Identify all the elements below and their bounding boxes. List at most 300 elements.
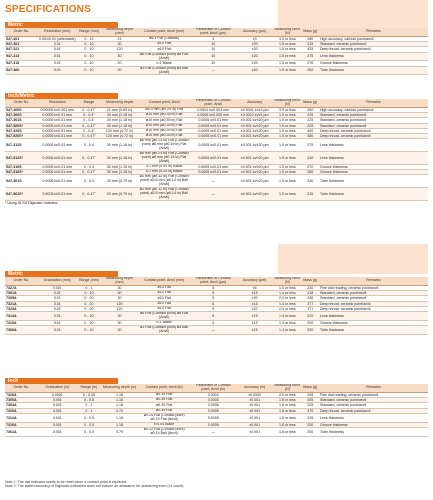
table-cell: ø6.3 Flat (Carbide): [138, 37, 190, 42]
table-cell: ø10 Flat: [138, 306, 190, 311]
table-cell: 0 - 0.05: [77, 393, 101, 398]
table-row: [5, 312, 428, 321]
table-cell: ø10 Flat: [138, 286, 190, 291]
table-cell: 21 mm (0.83 in): [101, 108, 138, 113]
table-cell: t=0.04 Blade: [138, 422, 190, 427]
remarks-cell: Fine dial reading, ceramic point/anvil: [319, 286, 428, 291]
table-cell: 0.0005 in/0.01 mm: [38, 187, 77, 200]
table-cell: 1.8 or less: [273, 427, 301, 436]
table-cell: 215: [302, 187, 319, 200]
table-cell: 0 - 0.4: [77, 139, 101, 152]
column-header: Parallelism of Contact point, Anvil (µm): [190, 28, 236, 37]
table-cell: 0 - 0.4": [77, 113, 101, 118]
table-cell: 20: [101, 61, 138, 66]
table-cell: ø0.39 Flat: [138, 393, 190, 398]
order-number: 547-312S: [5, 139, 38, 152]
table-cell: 250: [302, 66, 319, 75]
table-cell: 0.0005: [190, 413, 236, 422]
order-number: 547-315: [5, 61, 38, 66]
table-cell: 0.0005 in/0.01 mm: [190, 134, 236, 139]
table-cell: ø10 Flat: [138, 42, 190, 47]
table-cell: ±0.001 in/±20 µm: [236, 164, 273, 169]
table-cell: ±0.001: [236, 422, 273, 427]
column-header: Accuracy (µm): [236, 277, 273, 286]
table-cell: 1.8 or less: [273, 403, 301, 408]
table-cell: 1.5 or less: [273, 113, 301, 118]
column-header: Measuring depth (in): [101, 384, 138, 393]
table-cell: 0.01: [38, 326, 77, 335]
table-cell: 205: [302, 398, 319, 403]
table-cell: 0.0005 in/0.01 mm: [38, 164, 77, 169]
remarks-cell: Lens thickness: [319, 151, 428, 164]
table-cell: 1.5 or less: [273, 47, 301, 52]
table-cell: 0 - 0.5: [77, 413, 101, 422]
column-header: Remarks: [319, 99, 428, 108]
table-cell: ø10 mm (ø0.39 in) Flat: [138, 113, 190, 118]
remarks-cell: Deep throat, ceramic point/anvil: [319, 306, 428, 311]
table-cell: 1.5 or less: [273, 123, 301, 128]
order-number: 547-360: [5, 66, 38, 75]
table-cell: 0.0001: [38, 393, 77, 398]
table-row: [5, 108, 428, 113]
order-number: 7321A: [5, 301, 38, 306]
table-cell: 1.18: [101, 422, 138, 427]
table-cell: 120 mm (4.72 in): [101, 134, 138, 139]
table-cell: ±22: [236, 306, 273, 311]
table-cell: 1.8 or less: [273, 413, 301, 422]
column-header: Parallelism of Contact point, Anvil: [190, 99, 236, 108]
table-cell: ±15: [236, 301, 273, 306]
table-cell: 275: [302, 139, 319, 152]
table-cell: 5: [190, 286, 236, 291]
table-cell: 215: [302, 42, 319, 47]
table-cell: ø10 mm (ø0.39 in) Flat: [138, 134, 190, 139]
table-header-row: [5, 28, 428, 37]
table-cell: 10: [190, 52, 236, 61]
table-cell: 240: [302, 151, 319, 164]
table-cell: 20 mm (0.79 in): [101, 187, 138, 200]
table-cell: 30 mm (1.18 in): [101, 169, 138, 174]
order-number: 547-512S*: [5, 151, 38, 164]
table-cell: 30 mm (1.18 in): [101, 139, 138, 152]
order-number: 7304A: [5, 403, 38, 408]
column-header: Resolution: [38, 99, 77, 108]
footnote-1: Note 1: The dial indicator needs to be reset when a contact point is replaced.: [5, 480, 127, 484]
remarks-cell: Deep throat, ceramic point/anvil: [319, 47, 428, 52]
table-cell: ø0.39 Flat: [138, 408, 190, 413]
table-cell: ø6 mm (ø0.24 in) Flat (Contact point) ø8 mm (ø0.19 in) Flat (Anvil): [139, 138, 189, 151]
remarks-cell: Standard, ceramic point/anvil: [319, 42, 428, 47]
table-cell: 1.4 or less: [273, 291, 301, 296]
table-cell: 0.0005 in/0.01 mm: [38, 123, 77, 128]
column-header: Order No.: [5, 384, 38, 393]
table-cell: ø0.24 Flat (Contact point) ø0.19 Flat (Anvil): [138, 413, 190, 422]
order-number: 547-400S: [5, 108, 38, 113]
table-cell: ±15: [236, 326, 273, 335]
table-cell: 225: [302, 113, 319, 118]
column-header: Measuring force (N): [274, 99, 301, 106]
table-cell: 0.0005 in/0.01 mm: [38, 139, 77, 152]
table-cell: t=1 mm (0.04 in) Blade: [138, 164, 190, 169]
section-label: Inch/Metric: [5, 93, 118, 99]
column-header: Measuring depth (mm): [101, 28, 138, 37]
table-cell: 0.0005 in/0.005 mm: [190, 113, 236, 118]
table-cell: 370: [302, 408, 319, 413]
remarks-cell: Tube thickness: [319, 326, 428, 335]
table-cell: ø3 Flat (Contact point) ø5 Ball (Anvil): [138, 326, 190, 335]
table-cell: ±0.001 in/±20 µm: [236, 123, 273, 128]
table-cell: 30: [101, 296, 138, 301]
spec-table: [5, 384, 428, 437]
table-cell: 220: [302, 422, 319, 427]
table-cell: 2.0 or less: [273, 296, 301, 301]
table-cell: 1.18: [101, 413, 138, 422]
section-label: Metric: [5, 22, 118, 28]
column-header: Mass (g): [302, 99, 319, 108]
table-header-row: [5, 99, 428, 108]
remarks-cell: Lens thickness: [319, 413, 428, 422]
table-cell: 1.5 or less: [273, 187, 301, 200]
table-cell: ø10 mm (ø0.39 in) Flat: [138, 128, 190, 133]
order-number: 7327A: [5, 286, 38, 291]
table-cell: 5: [190, 296, 236, 301]
table-cell: 30 mm (1.18 in): [101, 164, 138, 169]
table-cell: 0 - 0.47": [77, 108, 101, 113]
remarks-cell: Standard, ceramic point/anvil: [319, 403, 428, 408]
table-cell: 1.8 or less: [273, 398, 301, 403]
table-cell: 0.001: [38, 413, 77, 422]
order-number: 7313A: [5, 312, 38, 321]
table-cell: 4.72: [101, 408, 138, 413]
table-cell: 0 - 0.4": [77, 128, 101, 133]
spec-section-inch-metric: [5, 93, 428, 206]
table-cell: 0.0005 in/0.01 mm: [38, 118, 77, 123]
table-cell: 0.01: [38, 42, 77, 47]
table-cell: 1.5 or less: [273, 128, 301, 133]
column-header: Resolution (mm): [38, 28, 77, 37]
table-cell: 30: [101, 52, 138, 61]
remarks-cell: Standard, ceramic point/anvil: [319, 291, 428, 296]
table-cell: 0.0005: [190, 398, 236, 403]
table-cell: 1.5 or less: [273, 42, 301, 47]
table-cell: 0 - 0.5: [77, 427, 101, 436]
table-cell: 270: [302, 61, 319, 66]
order-number: 7320A: [5, 408, 38, 413]
order-number: 547-361S: [5, 175, 38, 188]
order-number: 547-313: [5, 52, 38, 61]
table-cell: ø10 Flat: [138, 301, 190, 306]
table-cell: 0 - 1: [77, 408, 101, 413]
table-row: [5, 413, 428, 422]
table-cell: 0.01: [38, 291, 77, 296]
table-cell: ±0.001 in/±20 µm: [236, 175, 273, 188]
table-cell: 1.5 or less: [273, 175, 301, 188]
table-cell: 20: [101, 66, 138, 75]
table-cell: 0 - 0.47": [77, 134, 101, 139]
table-cell: 20: [101, 326, 138, 335]
table-cell: ø10 mm (ø0.39 in) Flat: [138, 123, 190, 128]
table-cell: 1.5 or less: [273, 151, 301, 164]
order-number: 547-320S: [5, 128, 38, 133]
order-number: 7323A: [5, 306, 38, 311]
table-cell: 1.5 or less: [273, 286, 301, 291]
table-cell: 236: [302, 296, 319, 301]
column-header: Contact point, Anvil: [138, 99, 190, 108]
table-cell: 120: [101, 301, 138, 306]
table-row: [5, 123, 428, 128]
table-cell: —: [190, 326, 236, 335]
table-cell: ±0.001 in/±20 µm: [236, 134, 273, 139]
column-header: Order No.: [5, 28, 38, 37]
remarks-cell: Deep throat, ceramic point/anvil: [319, 408, 428, 413]
table-cell: 0.001: [38, 398, 77, 403]
table-cell: 240: [302, 175, 319, 188]
table-cell: 120: [101, 47, 138, 52]
table-row: [5, 151, 428, 164]
table-cell: 2.0 or less: [273, 306, 301, 311]
spec-table: [5, 99, 428, 201]
remarks-cell: Tube thickness: [319, 66, 428, 75]
column-header: Measuring depth (mm): [101, 277, 138, 286]
table-row: [5, 139, 428, 152]
table-cell: 1.5 or less: [273, 139, 301, 152]
table-cell: 0 - 0.47": [77, 187, 101, 200]
order-number: 7326A: [5, 393, 38, 398]
table-cell: ±0.001: [236, 413, 273, 422]
remarks-cell: Groove thickness: [319, 61, 428, 66]
table-cell: 260: [302, 169, 319, 174]
table-cell: 290: [302, 108, 319, 113]
table-cell: 0 - 10: [77, 301, 101, 306]
section-label: Metric: [5, 271, 118, 277]
table-cell: 1.5 or less: [273, 118, 301, 123]
table-cell: 1.8 or less: [273, 408, 301, 413]
table-cell: ø6 mm (ø0.24 in) Flat (Contact point) ø8 mm (ø0.19 in) Flat (Anvil): [139, 151, 189, 163]
column-header: Contact point, Anvil (mm): [138, 28, 190, 37]
table-cell: 0 - 10: [77, 42, 101, 47]
table-row: [5, 427, 428, 436]
footnote-2: Note 2: The stated accuracy of Digimatic indicators does not include an allowance for quantizing error (±1 count).: [5, 484, 185, 489]
table-cell: —: [190, 187, 236, 200]
table-cell: 0 - 0.4": [77, 118, 101, 123]
table-cell: ø10 mm (ø0.39 in) Flat: [138, 118, 190, 123]
table-cell: ±0.001 in/±20 µm: [236, 128, 273, 133]
table-cell: ø3 mm (ø0.12 in) Flat (Contact point) ø3.5 mm (ø0.14 in) Ball (Anvil): [139, 174, 189, 186]
table-cell: 1.5 or less: [273, 66, 301, 75]
table-cell: 0 - 20: [77, 296, 101, 301]
table-cell: ø3 Flat (Contact point) ø5 Ball (Anvil): [138, 66, 190, 75]
table-cell: ±0.001 in/±20 µm: [236, 118, 273, 123]
column-header: Graduation (in): [38, 384, 77, 393]
table-cell: ø6 Flat (Contact point) ø8 Flat (Anvil): [138, 312, 190, 321]
table-cell: 0 - 10: [77, 61, 101, 66]
table-cell: 0.01: [38, 52, 77, 61]
table-cell: 0.01: [38, 296, 77, 301]
table-cell: 30 mm (1.18 in): [101, 113, 138, 118]
remarks-cell: Standard, ceramic point/anvil: [319, 113, 428, 118]
table-cell: 0 - 10: [77, 66, 101, 75]
spec-section-metric-dial: [5, 271, 428, 335]
order-number: 7360A: [5, 326, 38, 335]
column-header: Accuracy: [236, 99, 273, 108]
column-header: Contact point, Anvil (in): [138, 384, 190, 393]
remarks-cell: High accuracy, carbide point/anvil: [319, 108, 428, 113]
table-cell: 0 - 10: [77, 291, 101, 296]
table-cell: ±20: [236, 66, 273, 75]
table-cell: ±5: [236, 286, 273, 291]
remarks-cell: Lens thickness: [319, 139, 428, 152]
table-cell: 0.0005 in/0.01 mm: [38, 113, 77, 118]
table-cell: 2.0 or less: [273, 393, 301, 398]
table-cell: 0.0005 in/0.01 mm: [38, 151, 77, 164]
table-cell: 5: [190, 320, 236, 325]
table-cell: 1.5 or less: [273, 169, 301, 174]
table-cell: 0.0005 in/0.01 mm: [38, 175, 77, 188]
table-cell: 280: [302, 37, 319, 42]
table-cell: 0 - 0.47": [77, 151, 101, 164]
table-cell: ±0.001: [236, 398, 273, 403]
table-cell: ±3: [236, 37, 273, 42]
section-label: Inch: [5, 378, 118, 384]
table-note: * Using ID-SX Digimatic indicator.: [5, 200, 59, 205]
table-row: [5, 118, 428, 123]
table-cell: ±0.0001 in/±3 µm: [236, 108, 273, 113]
table-cell: 120: [101, 306, 138, 311]
table-cell: 120 mm (4.72 in): [101, 128, 138, 133]
table-cell: 225: [302, 123, 319, 128]
column-header: Remarks: [319, 28, 428, 37]
table-cell: ±0.001: [236, 427, 273, 436]
table-cell: 0.001: [38, 403, 77, 408]
table-cell: ±0.001 in/±20 µm: [236, 139, 273, 152]
table-cell: 30: [101, 291, 138, 296]
table-cell: 270: [302, 164, 319, 169]
table-cell: ±0.0002: [236, 393, 273, 398]
table-cell: 0.001: [38, 408, 77, 413]
remarks-cell: Fine dial reading, ceramic point/anvil: [319, 393, 428, 398]
table-cell: —: [190, 427, 236, 436]
table-cell: ±20: [236, 296, 273, 301]
table-cell: 205: [302, 393, 319, 398]
table-cell: 5: [190, 312, 236, 321]
footnotes: [5, 480, 185, 489]
table-cell: 0.0005 in/0.01 mm: [38, 134, 77, 139]
table-cell: 20 mm (0.79 in): [101, 175, 138, 188]
table-row: [5, 52, 428, 61]
table-cell: 30: [101, 320, 138, 325]
table-cell: 0.0005 in/0.01 mm: [190, 123, 236, 128]
table-cell: 0 - 1: [77, 403, 101, 408]
table-cell: 371: [302, 306, 319, 311]
decorative-panel-mid: [278, 244, 428, 274]
table-cell: 30: [101, 312, 138, 321]
remarks-cell: Groove thickness: [319, 164, 428, 169]
table-cell: 0 - 0.47": [77, 123, 101, 128]
order-number: 547-500S*: [5, 123, 38, 128]
table-cell: 0.0005 in/0.01 mm: [190, 169, 236, 174]
spec-table: [5, 28, 428, 75]
table-cell: 0 - 12: [77, 37, 101, 42]
column-header: Remarks: [319, 277, 428, 286]
remarks-cell: Tube thickness: [319, 187, 428, 200]
table-cell: 5: [190, 291, 236, 296]
table-cell: ø3 mm (ø0.12 in) Flat (Contact point) ø3.5 mm (ø0.14 in) Ball (Anvil): [139, 187, 189, 199]
remarks-cell: Standard, ceramic point/anvil: [319, 296, 428, 301]
table-cell: ±0.001 in/±20 µm: [236, 169, 273, 174]
order-number: 547-300S: [5, 113, 38, 118]
order-number: 7305A: [5, 296, 38, 301]
order-number: 7361A: [5, 427, 38, 436]
table-row: [5, 187, 428, 200]
table-row: [5, 66, 428, 75]
table-cell: 3: [190, 37, 236, 42]
order-number: 547-561S*: [5, 187, 38, 200]
table-cell: ±20: [236, 42, 273, 47]
remarks-cell: Deep throat, ceramic point/anvil: [319, 301, 428, 306]
table-cell: 30: [101, 42, 138, 47]
order-number: 547-401: [5, 37, 38, 42]
order-number: 7300A: [5, 398, 38, 403]
table-cell: 21: [101, 37, 138, 42]
table-row: [5, 175, 428, 188]
order-number: 7316A: [5, 422, 38, 427]
order-number: 547-516S*: [5, 169, 38, 174]
column-header: Order No.: [5, 99, 38, 108]
page-title: SPECIFICATIONS: [5, 4, 91, 15]
table-cell: 1.18: [101, 393, 138, 398]
table-row: [5, 113, 428, 118]
table-cell: ø10 Flat: [138, 47, 190, 52]
table-cell: 220: [302, 312, 319, 321]
table-cell: 0.001: [38, 422, 77, 427]
column-header: Range: [77, 99, 101, 108]
table-cell: 0.0005 in/0.01 mm: [190, 118, 236, 123]
table-cell: 0.0005 in/0.01 mm: [190, 151, 236, 164]
table-cell: 1.4 or less: [273, 320, 301, 325]
table-cell: ±0.001 in/±20 µm: [236, 151, 273, 164]
remarks-cell: Lens thickness: [319, 52, 428, 61]
table-cell: ±15: [236, 291, 273, 296]
table-cell: 1.8 or less: [273, 422, 301, 427]
table-header-row: [5, 384, 428, 393]
order-number: 547-321: [5, 47, 38, 52]
table-cell: 0.0005: [190, 403, 236, 408]
table-cell: 0 - 0.47": [77, 169, 101, 174]
table-cell: 0.01: [38, 306, 77, 311]
table-cell: 3.5 or less: [273, 108, 301, 113]
table-cell: 0.01: [38, 66, 77, 75]
spec-table: [5, 277, 428, 335]
remarks-cell: Groove thickness: [319, 169, 428, 174]
table-cell: 0.01: [38, 320, 77, 325]
table-cell: ø6 Flat (Contact point) ø8 Flat (Anvil): [138, 52, 190, 61]
table-cell: 1.4 or less: [273, 326, 301, 335]
table-cell: ±20: [236, 52, 273, 61]
remarks-cell: Groove thickness: [319, 422, 428, 427]
order-number: 547-316S: [5, 164, 38, 169]
table-cell: 218: [302, 291, 319, 296]
table-cell: 0.0005 in/0.01 mm: [190, 164, 236, 169]
table-cell: 0.001/0.01 (selectable): [39, 37, 76, 41]
table-cell: 0.0002: [190, 393, 236, 398]
remarks-cell: Tube thickness: [319, 427, 428, 436]
table-cell: 1.18: [101, 398, 138, 403]
table-cell: 225: [302, 403, 319, 408]
table-cell: 0 - 10: [77, 326, 101, 335]
table-cell: ±20: [236, 61, 273, 66]
column-header: Measuring force (N): [274, 277, 301, 284]
table-cell: 0.0005: [190, 408, 236, 413]
